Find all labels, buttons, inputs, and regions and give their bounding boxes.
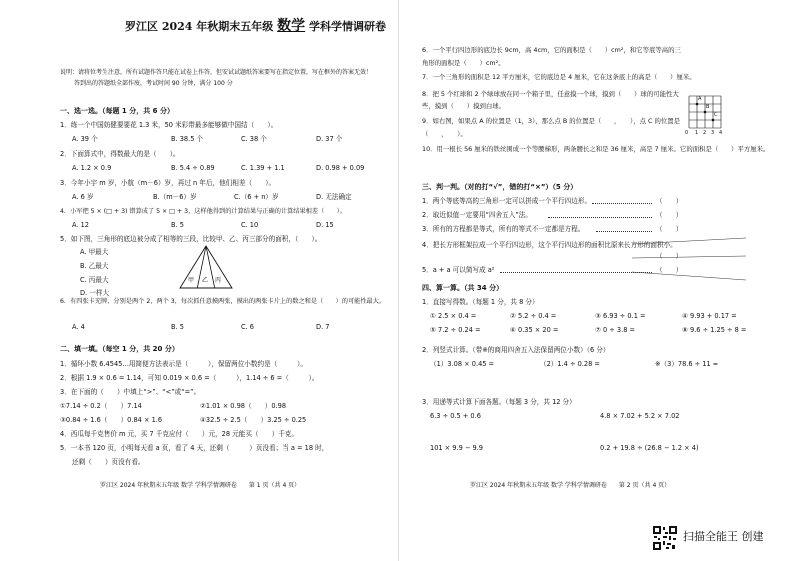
calc-3-item-4: 0.2 + 19.8 ÷ (26.8 − 1.2 × 4) (600, 444, 699, 452)
q4-option-c: C. 10 (241, 221, 259, 229)
judge-1: 1．两个等底等高的三角形一定可以拼成一个平行四边形。 (422, 197, 592, 205)
judge-4-answer[interactable]: （ ） (656, 252, 683, 260)
section-2-heading: 二、填一填。（每空 1 分，共 20 分） (60, 345, 179, 353)
grid-x-2: 2 (703, 130, 707, 136)
exam-title (125, 18, 386, 34)
calc-1-item-7: ⑦ 0 ÷ 3.8 = (595, 326, 636, 334)
q4-option-d: D. 15 (316, 221, 334, 229)
calc-2-item-1: （1）3.08 × 0.45 = (430, 360, 495, 368)
calc-3-item-1: 6.3 ÷ 0.5 + 0.6 (430, 412, 481, 420)
question-5: 5．如下图，三角形的底边被分成了相等的三段，比较甲、乙、丙三部分的面积，（ ）。 (60, 235, 322, 243)
right-footer: 罗江区 2024 年秋期末五年级 数学 学科学情调研卷 第 2 页（共 4 页） (470, 482, 671, 489)
fill-3: 3．在下面的（ ）中填上“>”、“<”或“=”。 (60, 388, 201, 396)
q1-option-d: D. 37 个 (316, 135, 343, 143)
q4-option-a: A. 12 (72, 221, 89, 229)
q4-option-b: B. 5 (171, 221, 184, 229)
q5-option-d: D. 一样大 (80, 289, 110, 297)
grid-x-1: 1 (695, 130, 699, 136)
fill-3-item-3: ③0.84 ÷ 1.6（ ）0.84 × 1.6 (60, 416, 163, 424)
calc-1-item-4: ④ 9.93 + 0.17 = (682, 312, 737, 320)
calc-3-item-2: 4.8 × 7.02 + 5.2 × 7.02 (600, 412, 680, 420)
judge-2-dots (548, 217, 652, 218)
judge-2-answer[interactable]: （ ） (656, 211, 683, 219)
q2-option-c: C. 1.39 + 1.1 (241, 164, 285, 172)
calc-1-item-1: ① 2.5 × 0.4 = (430, 312, 477, 320)
fill-4: 4．西瓜每千克售价 m 元，买 7 千克应付（ ）元，28 元能买（ ）千克。 (60, 430, 299, 438)
q5-option-b: B. 乙最大 (80, 262, 109, 270)
judge-5-answer[interactable]: （ ） (656, 266, 683, 274)
calc-2-heading: 2．列竖式计算。（带※的商用四舍五入法保留两位小数）（6 分） (422, 346, 610, 354)
note-line-2: 答到出的答题纸全部作废，考试时间 90 分钟，满分 100 分 (74, 80, 233, 87)
q3-option-d: D. 无法确定 (316, 193, 352, 201)
title-suffix: 学科学情调研卷 (308, 20, 386, 33)
fill-10: 10．用一根长 56 厘米的铁丝围成一个等腰梯形，两条腰长之和是 36 厘米，高是 7 厘米。它的面积是（ ）平方厘米。 (422, 145, 770, 153)
grid-label-c: C (714, 112, 718, 118)
question-1: 1．练一个中国妨健要要花 1.3 米，50 米彩带最多能够做中国结（ ）。 (60, 121, 278, 129)
calc-1-item-3: ③ 6.93 ÷ 0.1 = (595, 312, 646, 320)
judge-3: 3．所有的方程都是等式，所有的等式不一定都是方程。 (422, 225, 585, 233)
section-1-heading: 一、选一选。（每题 1 分，共 6 分） (60, 107, 174, 115)
grid-x-4: 4 (719, 130, 723, 136)
curved-lines (630, 236, 750, 282)
question-2: 2．下面算式中，得数最大的是（ ）。 (60, 150, 180, 158)
q6-option-b: B. 5 (171, 323, 184, 331)
fill-3-item-2: ②1.01 × 0.98（ ）0.98 (200, 402, 287, 410)
q1-option-a: A. 39 个 (72, 135, 98, 143)
triangle-label-bing: 丙 (215, 277, 222, 284)
judge-1-dots (592, 203, 652, 204)
q5-option-a: A. 甲最大 (80, 248, 109, 256)
q3-option-a: A. 6 岁 (72, 193, 94, 201)
title-subject: 数学 (277, 18, 306, 34)
fill-5: 5．一本书 120 页，小明每天看 a 页，看了 4 天，还剩（ ）页没看；当 a = 18 时， (60, 444, 329, 452)
calc-1-item-8: ⑧ 9.6 ÷ 1.25 ÷ 8 = (682, 326, 747, 334)
calc-3-heading: 3．用递等式计算下面各题。（每题 3 分，共 12 分） (422, 398, 576, 406)
fill-5-cont: 还剩（ ）页没有看。 (72, 458, 145, 466)
calc-1-item-2: ② 5.2 ÷ 0.4 = (510, 312, 557, 320)
triangle-label-yi: 乙 (202, 277, 209, 284)
question-3: 3．今年小宇 m 岁，小航（m－6）岁，再过 n 年后，他们相差（ ）。 (60, 179, 276, 187)
fill-8: 8．把 5 个红球和 2 个绿球放在同一个箱子里，任意摸一个球，摸到（ ）球的可能性大些，摸到（ ）摸到白球。 (422, 90, 679, 110)
calc-2-item-2: （2）1.4 ÷ 0.28 = (540, 360, 600, 368)
grid-origin: 0 (685, 130, 689, 136)
calc-1-item-5: ⑤ 7.2 ÷ 0.24 = (430, 326, 481, 334)
grid-x-3: 3 (711, 130, 715, 136)
right-page (400, 0, 794, 561)
q3-option-b: B.（m－6）岁 (153, 193, 197, 201)
calc-1-heading: 1．直接写得数。（每题 1 分，共 8 分） (422, 298, 539, 306)
section-4-heading: 四、算一算。（共 34 分） (422, 284, 504, 292)
title-prefix: 罗江区 2024 年秋期末五年级 (125, 20, 274, 33)
q1-option-b: B. 38.5 个 (171, 135, 204, 143)
scanner-watermark: 扫描全能王 创建 (683, 530, 764, 543)
note-line-1: 说明：请将位考生注意，所有试题作答只能在试卷上作答，但安试试题纸答案要写在指定位置，写在框外的答案无效！ (60, 69, 373, 76)
judge-3-answer[interactable]: （ ） (656, 225, 683, 233)
fill-2: 2．根据 1.9 × 0.6 = 1.14，可知 0.019 × 0.6 =（ ），1.14 ÷ 6 =（ ）。 (60, 374, 319, 382)
section-3-heading: 三、判一判。（对的打“√”，错的打“×”）（5 分） (422, 183, 578, 191)
fill-6: 6．一个平行四边形的底边长 9cm，高 4cm，它的面积是（ ）cm²，和它等底等高的三角形的面积是（ ）cm²。 (422, 46, 681, 67)
qr-code-icon (652, 525, 678, 551)
judge-5: 5．a + a 可以简写成 a² (422, 266, 495, 274)
fill-3-item-1: ①7.14 ÷ 0.2（ ）7.14 (60, 402, 142, 410)
grid-label-a: A (698, 96, 702, 102)
judge-1-answer[interactable]: （ ） (656, 197, 683, 205)
q6-option-a: A. 4 (72, 323, 85, 331)
q6-option-c: C. 6 (241, 323, 254, 331)
judge-4: 4．把长方形框架拉成一个平行四边形，这个平行四边形的面积比原来长方形的面积小。 (422, 241, 677, 249)
question-6: 6．有四张卡充牌，分别是两个 2，两个 3，每次抓任意摸两张，摸出的两张卡片上的数之和是（ ）的可能性最大。 (60, 298, 386, 305)
calc-2-item-3: ※（3）78.6 ÷ 11 ≈ (655, 360, 719, 368)
question-4: 4．小军把 5 × (□ + 3) 错算成了 5 × □ + 3，这样他得到的计算结果与正确的计算结果相差（ ）。 (60, 208, 346, 215)
q2-option-d: D. 0.98 + 0.09 (316, 164, 365, 172)
q5-option-c: C. 丙最大 (80, 276, 109, 284)
triangle-label-jia: 甲 (188, 277, 195, 284)
q1-option-c: C. 38 个 (241, 135, 267, 143)
calc-1-item-6: ⑥ 0.35 × 20 = (510, 326, 559, 334)
fill-1: 1．循环小数 6.4545…用简便方法表示是（ ），保留两位小数约是（ ）。 (60, 360, 307, 368)
calc-3-item-3: 101 × 9.9 − 9.9 (430, 444, 483, 452)
q6-option-d: D. 7 (316, 323, 330, 331)
q2-option-b: B. 5.4 ÷ 0.89 (171, 164, 215, 172)
grid-label-b: B (706, 104, 710, 110)
fill-7: 7．一个三角形的面积是 12 平方厘米，它的底边是 4 厘米，它在这条底上的高是（ ）厘米。 (422, 73, 696, 81)
fill-3-item-4: ④32.5 ÷ 2.5（ ）3.25 ÷ 0.25 (200, 416, 307, 424)
left-footer: 罗江区 2024 年秋期末五年级 数学 学科学情调研卷 第 1 页（共 4 页） (100, 482, 301, 489)
q3-option-c: C.（6 + n）岁 (234, 193, 279, 201)
judge-2: 2．取近似值一定要用“四舍五入”法。 (422, 211, 532, 219)
q2-option-a: A. 1.2 × 0.9 (72, 164, 112, 172)
fill-9: 9．如右图，如果点 A 的位置是（1，3），那么点 B 的位置是（ ， ），点 C 的位置是（ ， ）。 (422, 117, 681, 138)
judge-3-dots (596, 231, 652, 232)
